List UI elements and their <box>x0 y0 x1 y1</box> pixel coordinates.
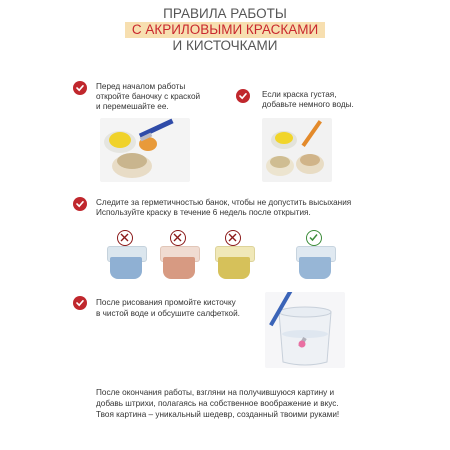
title-line-1: ПРАВИЛА РАБОТЫ <box>163 6 287 21</box>
good-paint-jar-blue <box>296 246 334 280</box>
dried-paint-jar-orange <box>160 246 198 280</box>
tip-4-line-1: После рисования промойте кисточку <box>96 298 236 307</box>
tip-1-line-2: откройте баночку с краской <box>96 92 201 101</box>
footer-line-1: После окончания работы, взгляни на получившуюся картину и <box>96 388 335 397</box>
cross-mark-icon <box>170 230 186 246</box>
photo-rinse-brush <box>265 292 345 368</box>
photo-add-water <box>262 118 332 182</box>
title-line-3: И КИСТОЧКАМИ <box>172 38 278 53</box>
footer-line-3: Твоя картина – уникальный шедевр, созданный твоими руками! <box>96 410 340 419</box>
tip-3-line-2: Используйте краску в течение 6 недель после открытия. <box>96 208 311 217</box>
cross-mark-icon <box>225 230 241 246</box>
title-line-2: С АКРИЛОВЫМИ КРАСКАМИ <box>131 22 319 37</box>
dried-paint-jar-blue <box>107 246 145 280</box>
dried-paint-jar-yellow <box>215 246 253 280</box>
photo-open-jar <box>100 118 190 182</box>
tip-1-line-3: и перемешайте ее. <box>96 102 169 111</box>
tip-4-line-2: в чистой воде и обсушите салфеткой. <box>96 309 240 318</box>
footer-line-2: добавь штрихи, полагаясь на собственное воображение и вкус. <box>96 399 339 408</box>
check-icon <box>236 89 250 103</box>
tip-2-line-2: добавьте немного воды. <box>262 100 354 109</box>
tip-2-line-1: Если краска густая, <box>262 90 337 99</box>
check-icon <box>73 197 87 211</box>
tip-3-line-1: Следите за герметичностью банок, чтобы не допустить высыхания <box>96 198 352 207</box>
check-icon <box>73 296 87 310</box>
tip-1-line-1: Перед началом работы <box>96 82 186 91</box>
check-icon <box>73 81 87 95</box>
checkmark-icon <box>306 230 322 246</box>
cross-mark-icon <box>117 230 133 246</box>
